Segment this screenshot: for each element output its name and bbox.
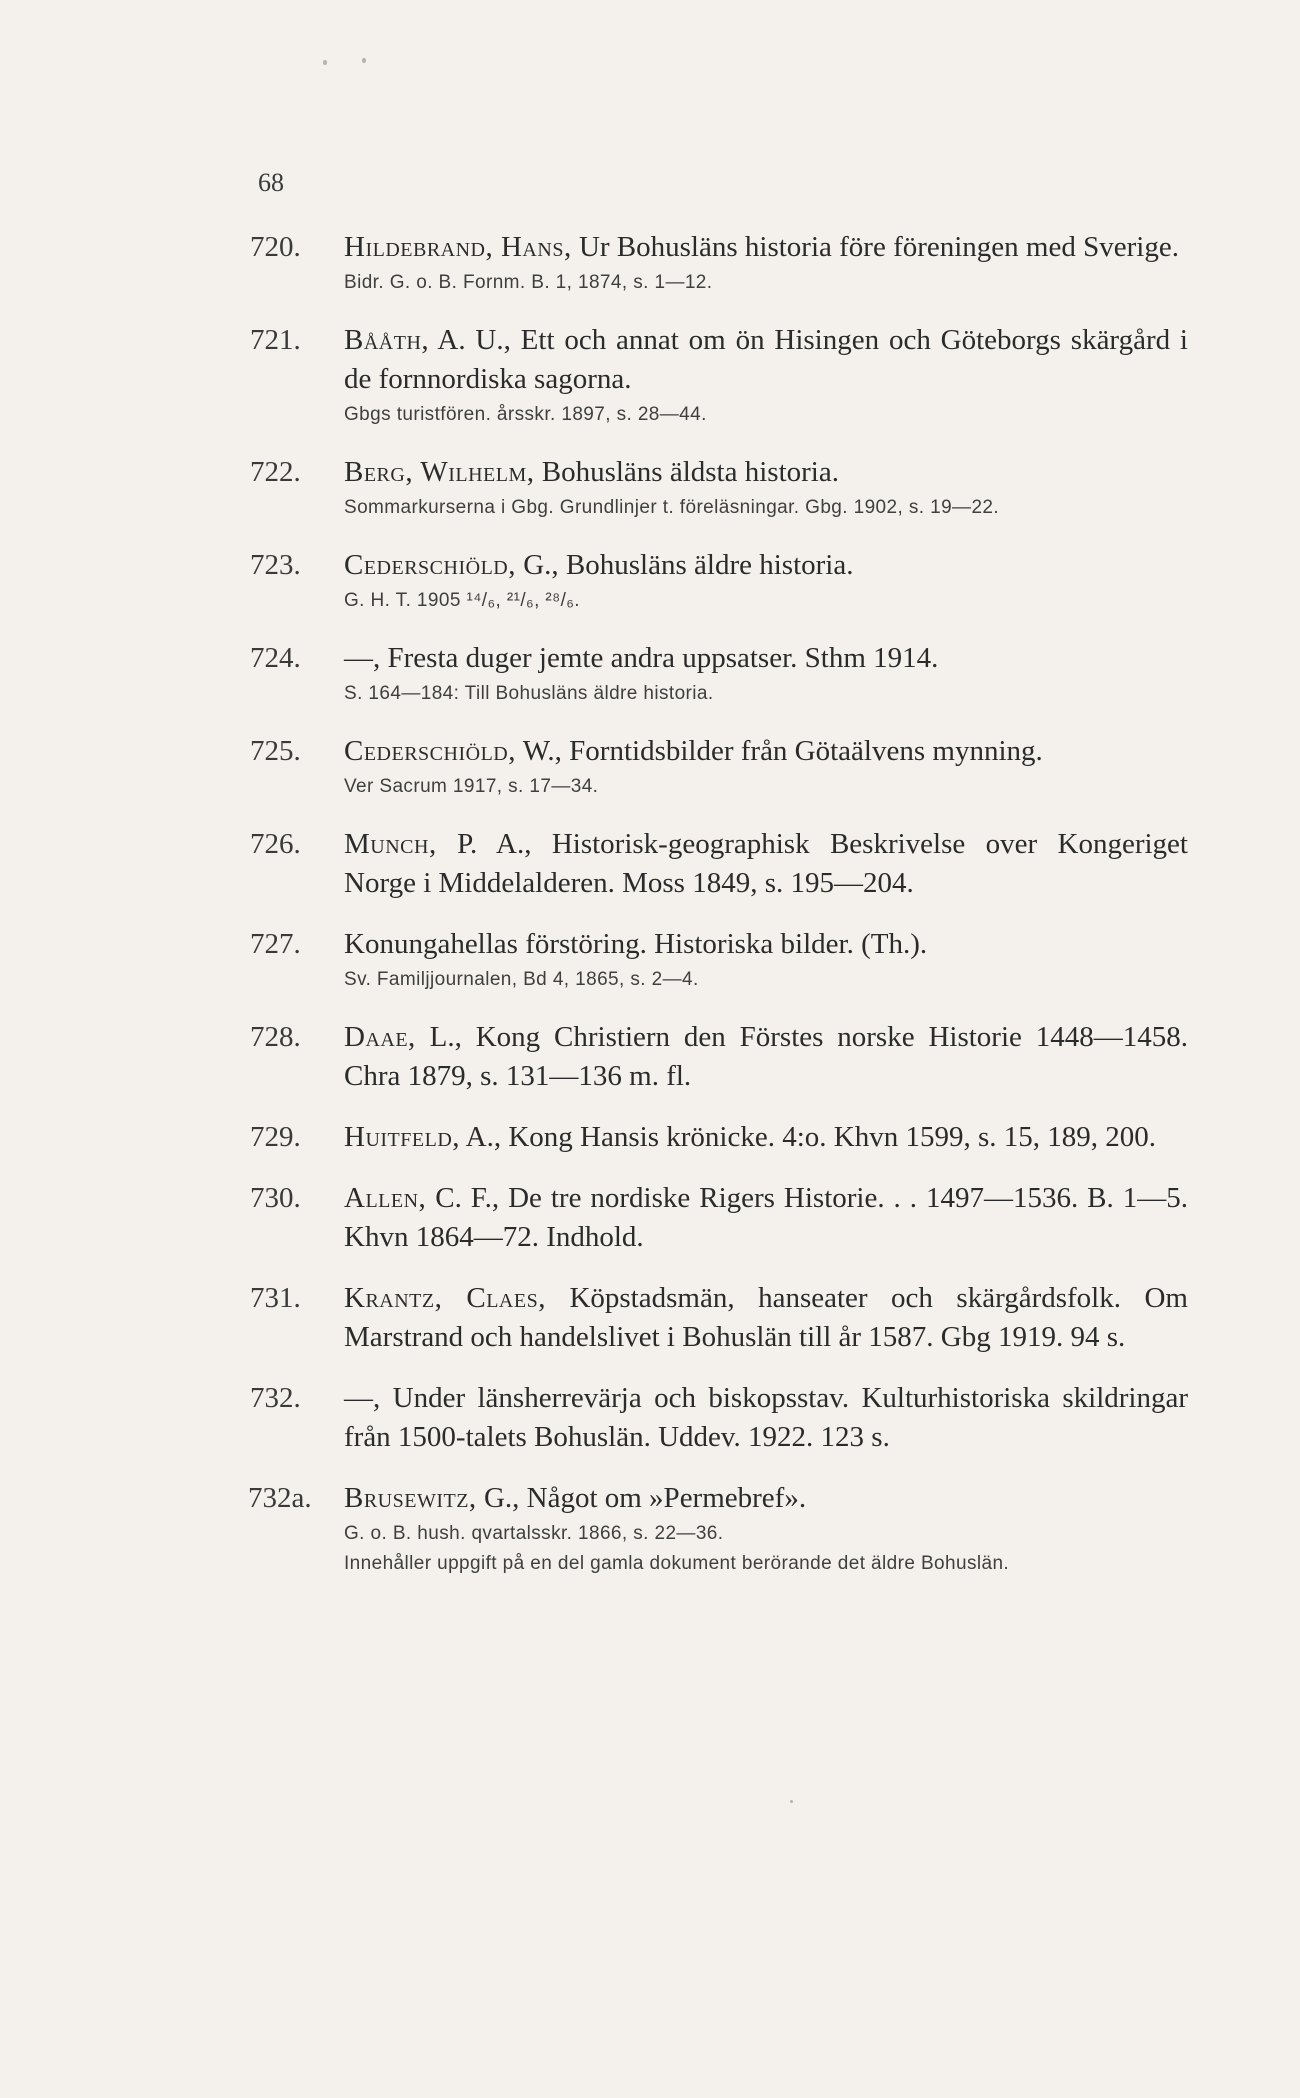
entry-number: 730. — [250, 1182, 301, 1214]
entry-citation — [344, 321, 1188, 399]
entry-title: A. U., Ett och annat om ön Hisingen och Göteborgs skärgård i de fornnordiska sagorna. — [344, 324, 1188, 395]
bibliography-list — [250, 228, 1200, 1602]
entry-author: Daae, — [344, 1021, 416, 1053]
entry-number: 732a. — [248, 1482, 312, 1514]
page-number: 68 — [258, 168, 284, 197]
bibliography-entry — [250, 925, 1200, 996]
entry-title: Köpstadsmän, hanseater och skärgårdsfolk. Om Marstrand och handelslivet i Bohuslän till år 1587. Gbg 1919. 94 s. — [344, 1282, 1188, 1353]
bibliography-entry — [250, 1118, 1200, 1157]
entry-title: P. A., Historisk-geographisk Beskrivelse over Kongeriget Norge i Middelalderen. Moss 1849, s. 195—204. — [344, 828, 1188, 899]
entry-citation — [344, 228, 1188, 267]
entry-citation — [344, 639, 1188, 678]
print-speck — [362, 58, 366, 63]
entry-citation — [344, 1179, 1188, 1257]
entry-author: Hildebrand, Hans, — [344, 231, 572, 263]
entry-source: G. H. T. 1905 ¹⁴/₆, ²¹/₆, ²⁸/₆. — [344, 590, 580, 611]
entry-number: 724. — [250, 642, 301, 674]
entry-title: G., Bohusläns äldre historia. — [515, 549, 854, 581]
bibliography-entry — [250, 639, 1200, 710]
entry-number: 728. — [250, 1021, 301, 1053]
entry-source: G. o. B. hush. qvartalsskr. 1866, s. 22—36. — [344, 1523, 724, 1544]
entry-author: Krantz, Claes, — [344, 1282, 546, 1314]
entry-title: Ur Bohusläns historia före föreningen med Sverige. — [571, 231, 1179, 263]
bibliography-entry — [250, 732, 1200, 803]
entry-source: Gbgs turistfören. årsskr. 1897, s. 28—44. — [344, 404, 707, 425]
entry-title: —, Under länsherrevärja och biskopsstav. Kulturhistoriska skildringar från 1500-talets Bohuslän. Uddev. 1922. 123 s. — [344, 1382, 1188, 1453]
entry-title: L., Kong Christiern den Förstes norske Historie 1448—1458. Chra 1879, s. 131—136 m. fl. — [344, 1021, 1188, 1092]
entry-title: —, Fresta duger jemte andra uppsatser. Sthm 1914. — [344, 642, 939, 674]
entry-citation — [344, 546, 1188, 585]
entry-number: 727. — [250, 928, 301, 960]
entry-number: 726. — [250, 828, 301, 860]
bibliography-entry — [250, 321, 1200, 431]
entry-number: 725. — [250, 735, 301, 767]
bibliography-entry — [250, 228, 1200, 299]
entry-source: S. 164—184: Till Bohusläns äldre historia. — [344, 683, 714, 704]
entry-title: G., Något om »Permebref». — [476, 1482, 807, 1514]
entry-title: W., Forntidsbilder från Götaälvens mynning. — [515, 735, 1043, 767]
entry-number: 721. — [250, 324, 301, 356]
bibliography-entry — [250, 1479, 1200, 1580]
entry-number: 729. — [250, 1121, 301, 1153]
entry-source: Sv. Familjjournalen, Bd 4, 1865, s. 2—4. — [344, 969, 699, 990]
print-speck — [790, 1800, 793, 1803]
entry-author: Cederschiöld, — [344, 549, 516, 581]
entry-author: Brusewitz, — [344, 1482, 477, 1514]
entry-author: Bååth, — [344, 324, 430, 356]
bibliography-entry — [250, 546, 1200, 617]
entry-citation — [344, 1279, 1188, 1357]
entry-number: 723. — [250, 549, 301, 581]
entry-title: A., Kong Hansis krönicke. 4:o. Khvn 1599, s. 15, 189, 200. — [460, 1121, 1156, 1153]
entry-citation — [344, 732, 1188, 771]
entry-author: Allen, — [344, 1182, 427, 1214]
entry-citation — [344, 1118, 1188, 1157]
entry-citation — [344, 1479, 1188, 1518]
entry-number: 731. — [250, 1282, 301, 1314]
entry-source: Sommarkurserna i Gbg. Grundlinjer t. föreläsningar. Gbg. 1902, s. 19—22. — [344, 497, 1000, 518]
entry-source: Ver Sacrum 1917, s. 17—34. — [344, 776, 599, 797]
entry-source: Bidr. G. o. B. Fornm. B. 1, 1874, s. 1—12. — [344, 272, 713, 293]
bibliography-entry — [250, 1279, 1200, 1357]
bibliography-entry — [250, 1018, 1200, 1096]
bibliography-entry — [250, 825, 1200, 903]
entry-author: Cederschiöld, — [344, 735, 516, 767]
entry-annotation: Innehåller uppgift på en del gamla dokument berörande det äldre Bohuslän. — [344, 1553, 1010, 1574]
bibliography-entry — [250, 1179, 1200, 1257]
entry-citation — [344, 453, 1188, 492]
entry-author: Berg, Wilhelm, — [344, 456, 535, 488]
entry-title: C. F., De tre nordiske Rigers Historie. . . 1497—1536. B. 1—5. Khvn 1864—72. Indhold. — [344, 1182, 1188, 1253]
entry-author: Munch, — [344, 828, 437, 860]
bibliography-entry — [250, 453, 1200, 524]
entry-citation — [344, 1018, 1188, 1096]
print-speck — [323, 60, 327, 65]
entry-citation — [344, 925, 1188, 964]
entry-citation — [344, 825, 1188, 903]
entry-author: Huitfeld, — [344, 1121, 461, 1153]
entry-title: Konungahellas förstöring. Historiska bilder. (Th.). — [344, 928, 928, 960]
entry-citation — [344, 1379, 1188, 1457]
entry-number: 722. — [250, 456, 301, 488]
entry-number: 720. — [250, 231, 301, 263]
entry-title: Bohusläns äldsta historia. — [534, 456, 839, 488]
entry-number: 732. — [250, 1382, 301, 1414]
bibliography-entry — [250, 1379, 1200, 1457]
